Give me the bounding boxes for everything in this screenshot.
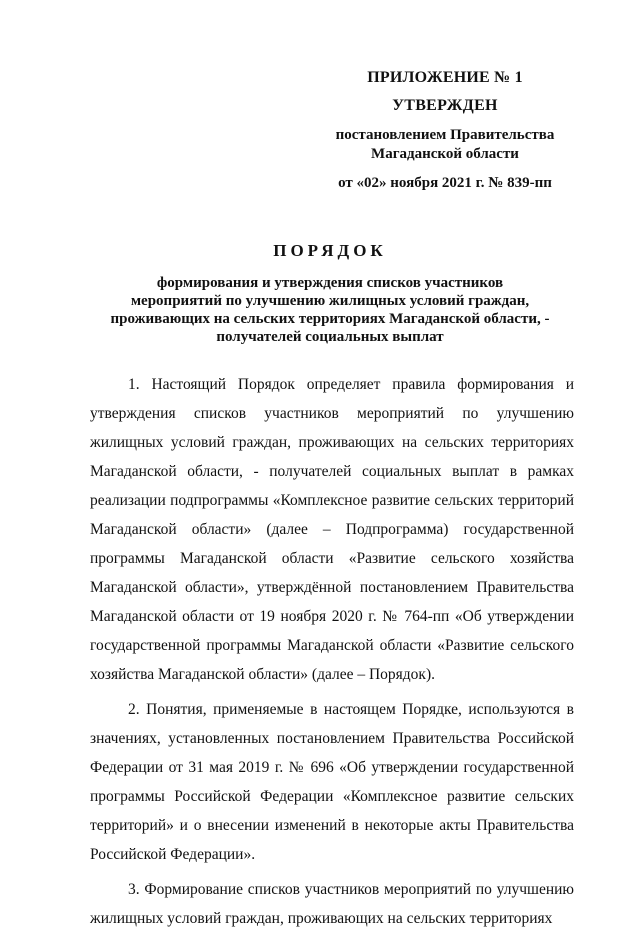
decree-date: от «02» ноября 2021 г. № 839-пп	[338, 175, 552, 191]
document-title: ПОРЯДОК	[273, 241, 387, 260]
approved-label: УТВЕРЖДЕН	[392, 97, 498, 114]
decree-line-2: Магаданской области	[371, 146, 519, 162]
paragraph-3: 3. Формирование списков участников мероприятий по улучшению жилищных условий граждан, проживающих на сельских территориях	[90, 881, 574, 927]
subtitle-line-3: проживающих на сельских территориях Магаданской области, -	[110, 311, 550, 327]
document-body	[90, 370, 574, 939]
decree-reference	[300, 126, 590, 164]
subtitle-line-1: формирования и утверждения списков участников	[156, 275, 504, 291]
paragraph-2: 2. Понятия, применяемые в настоящем Порядке, используются в значениях, установленных постановлением Правительства Российской Федерации от 31 мая 2019 г. № 696 «Об утверждении государственной программы Российской Федерации «Комплексное развитие сельских территорий» и о внесении изменений в некоторые акты Правительства Российской Федерации».	[90, 701, 574, 863]
subtitle-line-4: получателей социальных выплат	[216, 329, 444, 345]
decree-line-1: постановлением Правительства	[335, 127, 555, 143]
subtitle-line-2: мероприятий по улучшению жилищных условий граждан,	[130, 293, 530, 309]
appendix-title: ПРИЛОЖЕНИЕ № 1	[367, 69, 523, 86]
approval-block	[300, 68, 590, 193]
document-subtitle	[80, 274, 580, 346]
paragraph-1: 1. Настоящий Порядок определяет правила формирования и утверждения списков участников мероприятий по улучшению жилищных условий граждан, проживающих на сельских территориях Магаданской области, - получателей социальных выплат в рамках реализации подпрограммы «Комплексное развитие сельских территорий Магаданской области» (далее – Подпрограмма) государственной программы Магаданской области «Развитие сельского хозяйства Магаданской области», утверждённой постановлением Правительства Магаданской области от 19 ноября 2020 г. № 764-пп «Об утверждении государственной программы Магаданской области «Развитие сельского хозяйства Магаданской области» (далее – Порядок).	[90, 376, 574, 683]
